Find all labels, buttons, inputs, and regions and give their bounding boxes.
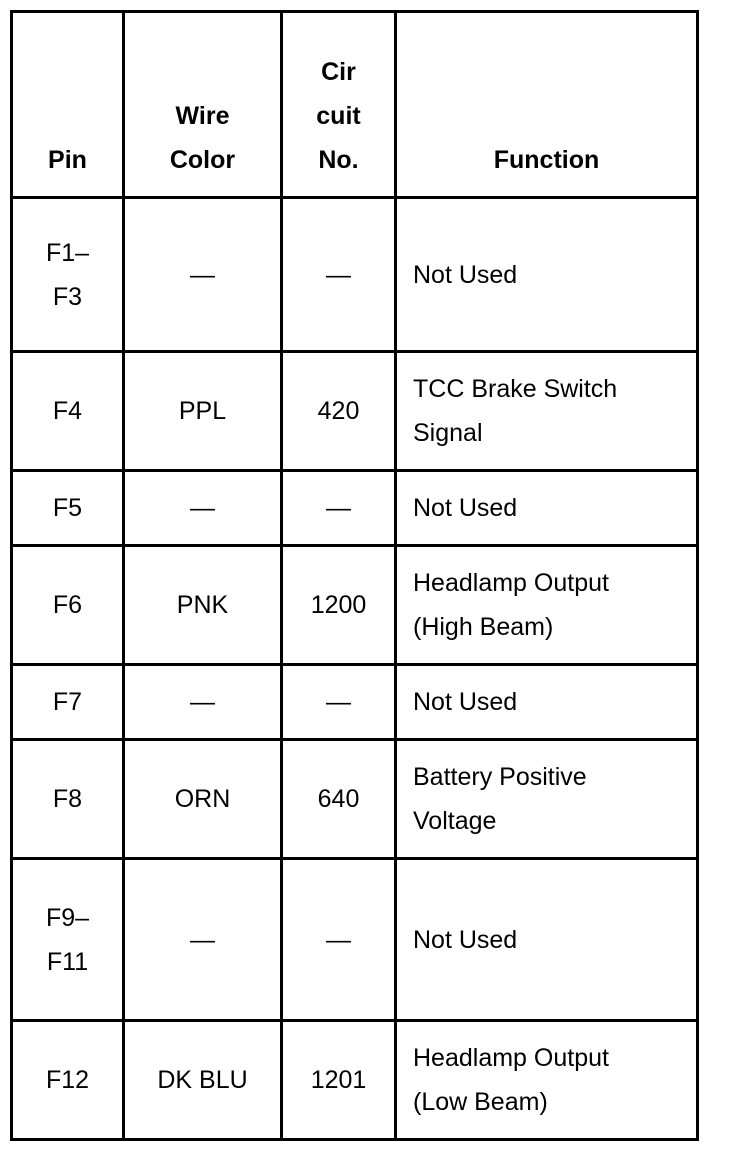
function-line-1: Not Used [413, 260, 518, 289]
header-wire-color-line-2: Color [169, 146, 236, 174]
pin-cell [12, 198, 124, 352]
pin-cell: F12 [12, 1021, 124, 1140]
table-header-row [12, 12, 698, 198]
function-cell [396, 740, 698, 859]
circuit-number-cell: 640 [282, 740, 396, 859]
wire-color-cell: — [124, 665, 282, 740]
header-wire-color-line-1: Wire [175, 102, 230, 130]
pin-line-1: F1– [45, 238, 90, 267]
pin-cell: F4 [12, 352, 124, 471]
function-cell [396, 546, 698, 665]
wire-color-cell: PPL [124, 352, 282, 471]
function-line-1: Battery Positive [413, 763, 587, 791]
circuit-number-cell: 420 [282, 352, 396, 471]
function-line-2: (High Beam) [413, 613, 554, 641]
header-pin-label: Pin [48, 146, 87, 174]
pin-line-2: F11 [46, 947, 89, 976]
header-function [396, 12, 698, 198]
table-row [12, 665, 698, 740]
header-circuit-no [282, 12, 396, 198]
circuit-number-cell: — [282, 198, 396, 352]
function-cell [396, 471, 698, 546]
circuit-number-cell: — [282, 859, 396, 1021]
circuit-number-cell: 1201 [282, 1021, 396, 1140]
wire-color-cell: — [124, 198, 282, 352]
circuit-number-cell: — [282, 665, 396, 740]
function-line-1: Headlamp Output [413, 569, 609, 597]
pin-cell: F7 [12, 665, 124, 740]
wire-color-cell: — [124, 471, 282, 546]
wire-color-cell: ORN [124, 740, 282, 859]
function-line-2: Signal [413, 419, 483, 447]
pin-line-2: F3 [52, 282, 83, 311]
table-row [12, 352, 698, 471]
pin-line-1: F9– [45, 903, 90, 932]
table-row [12, 1021, 698, 1140]
function-line-1: Not Used [413, 494, 518, 522]
pin-cell [12, 859, 124, 1021]
circuit-number-cell: 1200 [282, 546, 396, 665]
pin-cell: F8 [12, 740, 124, 859]
wire-color-cell: — [124, 859, 282, 1021]
table-row [12, 198, 698, 352]
table-row [12, 859, 698, 1021]
header-circuit-line-2: cuit [316, 102, 361, 130]
function-line-2: Voltage [413, 807, 497, 835]
function-cell [396, 859, 698, 1021]
table-row [12, 546, 698, 665]
function-line-2: (Low Beam) [413, 1088, 548, 1116]
header-pin [12, 12, 124, 198]
function-line-1: TCC Brake Switch [413, 375, 618, 403]
function-cell [396, 352, 698, 471]
function-line-1: Not Used [413, 925, 518, 954]
header-wire-color [124, 12, 282, 198]
header-circuit-line-1: Cir [321, 58, 356, 86]
table-row [12, 740, 698, 859]
function-line-1: Headlamp Output [413, 1044, 609, 1072]
function-line-1: Not Used [413, 688, 518, 716]
function-cell [396, 198, 698, 352]
header-circuit-line-3: No. [318, 146, 359, 174]
table-row [12, 471, 698, 546]
function-cell [396, 665, 698, 740]
pin-cell: F5 [12, 471, 124, 546]
header-function-label: Function [493, 146, 600, 174]
connector-pinout-table [10, 10, 699, 1141]
function-cell [396, 1021, 698, 1140]
wire-color-cell: DK BLU [124, 1021, 282, 1140]
wire-color-cell: PNK [124, 546, 282, 665]
pin-cell: F6 [12, 546, 124, 665]
circuit-number-cell: — [282, 471, 396, 546]
